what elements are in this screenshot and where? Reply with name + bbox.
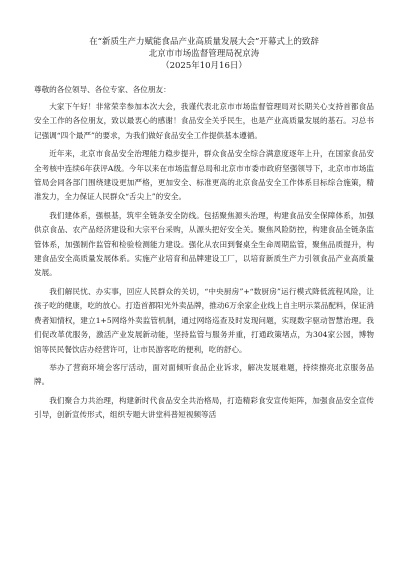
title-line-2: 北京市市场监督管理局祝京涛 bbox=[148, 49, 260, 59]
paragraph-4: 我们解民忧、办实事，回应人民群众的关切，“中央厨房”+“数厨房”运行模式降低流程风险，让孩子吃的健康，吃的放心。打造首都阳光外卖品牌，推动6万余家企业线上自主明示菜品配料，保证消费者知情权，建立1+5网络外卖监管机制，通过网络巡查及时发现问题，实现数字驱动智慧治理。我们促改革优服务，激活产业发展新动能，坚持监管与服务并重，打通政策堵点，为304家公园，博物馆等民民餐饮店办经营许可，让市民游客吃的便利，吃的舒心。 bbox=[34, 286, 374, 354]
paragraph-5: 举办了营商环境会客厅活动，面对面倾听食品企业诉求，解决发展难题，持续擦亮北京服务品牌。 bbox=[34, 362, 374, 387]
paragraph-6: 我们聚合力共治理，构建新时代食品安全共治格局，打造精彩食安宣传矩阵，加强食品安全宣传引导，创新宣传形式，组织专题大讲堂科普短视频等活 bbox=[34, 395, 374, 420]
paragraph-1: 大家下午好！非常荣幸参加本次大会，我谨代表北京市市场监督管理局对长期关心支持首都食品安全工作的各位朋友，致以最衷心的感谢！食品安全关乎民生，也是产业高质量发展的基石。习总书记强调“四个最严”的要求，为我们做好食品安全工作提供基本遵循。 bbox=[34, 102, 374, 140]
paragraph-2: 近年来，北京市食品安全治理能力稳步提升，群众食品安全综合满意度逐年上升，在国家食品安全考核中连续6年获评A级。今年以来在市场监督总局和北京市市委市政府坚强领导下，北京市市场监管局会同各部门围绕建设更加严格，更加安全、标准更高的北京食品安全工作体系目标综合施策，精准发力，全力保证人民群众“舌尖上”的安全。 bbox=[34, 149, 374, 202]
speech-date: （2025年10月16日） bbox=[161, 61, 247, 71]
title-line-1: 在“新质生产力赋能食品产业高质量发展大会”开幕式上的致辞 bbox=[89, 37, 319, 47]
document-title bbox=[34, 36, 374, 72]
greeting: 尊敬的各位领导、各位专家、各位朋友： bbox=[34, 85, 171, 94]
paragraph-3: 我们建体系，强根基，筑牢全链条安全防线。包括聚焦源头治理，构建食品安全保障体系，加强供京食品、农产品经济建设和大宗平台采购，从源头把好安全关。聚焦风险防控，构建食品全链条监管体系，加强制作监管和检验检测能力建设。强化从农田到餐桌全生命周期监管，聚焦品质提升，构建食品安全高质量发展体系。实施产业培育和品牌建设工厂，以培育新质生产力引领食品产业高质量发展。 bbox=[34, 210, 374, 278]
